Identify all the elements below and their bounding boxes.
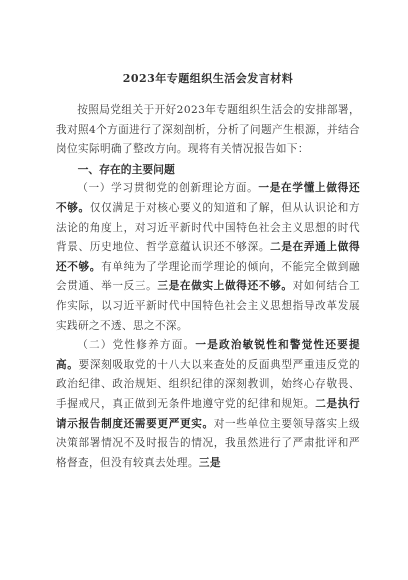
point-two-heading: 二是在弄通上做得还不够。 [56, 241, 360, 273]
point-one-text: 要深刻吸取党的十八大以来查处的反面典型严重违反党的政治纪律、政治规矩、组织纪律的深刻教训，始终心存敬畏、手握戒尺，真正做到无条件地遵守党的纪律和规矩。 [56, 358, 360, 410]
paragraph-lead: （一）学习贯彻党的创新理论方面。 [77, 182, 259, 195]
paragraph-theory-study [56, 179, 360, 336]
point-one-text: 仅仅满足于对核心要义的知道和了解，但从认识论和方法论的角度上，对习近平新时代中国特色社会主义思想的时代背景、历史地位、哲学意蕴认识还不够深。 [56, 201, 360, 254]
document-title: 2023年专题组织生活会发言材料 [122, 72, 294, 85]
point-two-text: 对一些单位主要领导落实上级决策部署情况不及时报告的情况，我虽然进行了严肃批评和严格督查，但没有较真去处理。 [56, 417, 360, 469]
point-one-heading: 一是政治敏锐性和警觉性还要提高。 [56, 339, 360, 371]
point-two-text: 有单纯为了学理论而学理论的倾向，不能完全做到融会贯通、举一反三。 [56, 260, 360, 293]
paragraph-party-spirit [56, 336, 360, 473]
point-three-text: 对如何结合工作实际，以习近平新时代中国特色社会主义思想指导改革发展实践研之不透、思之不深。 [56, 280, 360, 332]
intro-paragraph: 按照局党组关于开好2023年专题组织生活会的安排部署，我对照4个方面进行了深刻剖析，分析了问题产生根源，并结合岗位实际明确了整改方向。现将有关情况报告如下： [56, 104, 360, 156]
point-two-heading: 二是执行请示报告制度还需要更严更实。 [56, 397, 360, 430]
paragraph-lead: （二）党性修养方面。 [77, 339, 196, 352]
point-one-heading: 一是在学懂上做得还不够。 [56, 182, 360, 214]
point-three-heading: 三是 [198, 456, 221, 469]
point-three-heading: 三是在做实上做得还不够。 [157, 280, 293, 293]
section-heading: 一、存在的主要问题 [77, 162, 175, 176]
